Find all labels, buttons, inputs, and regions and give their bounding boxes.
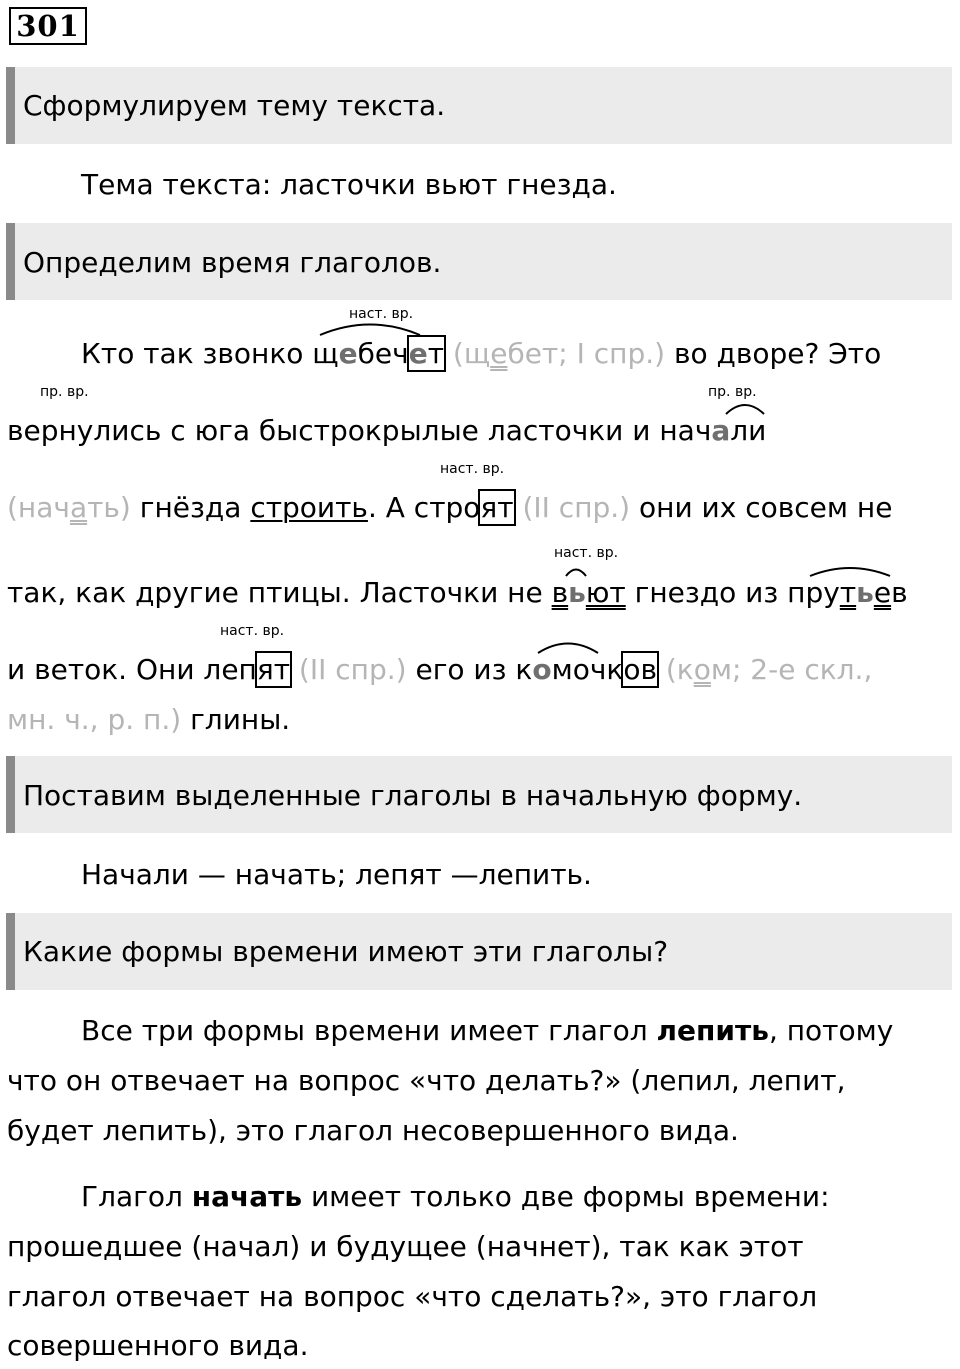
para1-line-2: что он отвечает на вопрос «что делать?» (лепил, лепит, xyxy=(7,1064,846,1097)
vowel-mark: о xyxy=(532,653,552,686)
root-arc-shchebech xyxy=(320,325,420,336)
text-seg: , потому xyxy=(768,1014,894,1047)
label-nast-vr-3: наст. вр. xyxy=(554,545,619,561)
text-line-4 xyxy=(7,576,908,610)
para1-line-3: будет лепить), это глагол несовершенного вида. xyxy=(7,1114,739,1147)
text-line-3 xyxy=(7,491,892,525)
question-1: Сформулируем тему текста. xyxy=(23,89,446,122)
text-seg: они их совсем не xyxy=(630,491,893,524)
underlined-letter: в xyxy=(551,576,569,609)
text-line-5 xyxy=(7,653,872,687)
underlined-letter: е xyxy=(873,576,892,609)
root-arc-kom xyxy=(538,644,598,654)
text-seg: мочк xyxy=(551,653,624,686)
text-seg: . А стро xyxy=(367,491,481,524)
text-seg: Глагол xyxy=(81,1180,192,1213)
text-seg: Кто так звонко щ xyxy=(81,337,339,370)
text-seg: ов xyxy=(623,653,657,686)
ending-box: ят xyxy=(256,653,291,686)
hint-text: (II спр.) xyxy=(513,491,631,524)
hint-text: мн. ч., р. п.) xyxy=(7,703,182,736)
underlined-letter: т xyxy=(839,576,857,609)
text-seg: во дворе? Это xyxy=(665,337,882,370)
text-seg: его из к xyxy=(406,653,533,686)
para2-line-3: глагол отвечает на вопрос «что сделать?», это глагол xyxy=(7,1280,818,1313)
label-nast-vr-2: наст. вр. xyxy=(440,461,505,477)
text-seg: беч xyxy=(357,337,409,370)
text-seg: имеет только две формы времени: xyxy=(302,1180,830,1213)
para1-line-1 xyxy=(81,1014,893,1048)
text-seg: глины. xyxy=(181,703,291,736)
vowel-mark: е xyxy=(408,337,428,370)
ending-box: ят xyxy=(480,491,514,524)
text-line-2 xyxy=(7,414,766,448)
hint-text: бет; I спр.) xyxy=(507,337,666,370)
label-pr-vr-2: пр. вр. xyxy=(708,384,757,400)
ending-box xyxy=(623,653,657,686)
text-seg: вернулись с юга быстрокрылые ласточки и нач xyxy=(7,414,712,447)
soft-sign-mark: ь xyxy=(568,576,586,609)
hint-text: ть) xyxy=(87,491,131,524)
hint-text: (щ xyxy=(444,337,491,370)
hint-text: (нач xyxy=(7,491,70,524)
text-seg: т xyxy=(427,337,445,370)
exercise-number: 301 xyxy=(9,7,87,45)
hint-text: м; 2-е скл., xyxy=(710,653,873,686)
label-nast-vr-1: наст. вр. xyxy=(349,306,414,322)
question-4: Какие формы времени имеют эти глаголы? xyxy=(23,935,669,968)
text-line-1 xyxy=(81,337,881,371)
text-seg: и веток. Они леп xyxy=(7,653,257,686)
answer-1: Тема текста: ласточки вьют гнезда. xyxy=(81,168,617,201)
underlined-verb: строить xyxy=(250,491,368,524)
underlined-letter: ют xyxy=(585,576,626,609)
vowel-mark: е xyxy=(338,337,358,370)
hint-text: (II спр.) xyxy=(290,653,407,686)
soft-sign-mark: ь xyxy=(856,576,874,609)
para2-line-1 xyxy=(81,1180,830,1214)
bold-verb: лепить xyxy=(656,1014,769,1047)
question-3: Поставим выделенные глаголы в начальную форму. xyxy=(23,779,803,812)
label-pr-vr-1: пр. вр. xyxy=(40,384,89,400)
bold-verb: начать xyxy=(191,1180,303,1213)
root-arc-prut xyxy=(810,568,890,576)
text-seg: так, как другие птицы. Ласточки не xyxy=(7,576,552,609)
hint-vowel: а xyxy=(69,491,88,524)
text-seg: в xyxy=(891,576,908,609)
answer-3: Начали — начать; лепят —лепить. xyxy=(81,858,592,891)
question-2: Определим время глаголов. xyxy=(23,246,442,279)
text-line-6 xyxy=(7,703,290,737)
hint-vowel: е xyxy=(490,337,508,370)
text-seg: гнёзда xyxy=(130,491,251,524)
para2-line-4: совершенного вида. xyxy=(7,1329,309,1362)
hint-vowel: о xyxy=(693,653,711,686)
text-seg: гнездо из пру xyxy=(625,576,840,609)
ending-box xyxy=(409,337,444,370)
hint-text: (к xyxy=(656,653,694,686)
label-nast-vr-4: наст. вр. xyxy=(220,623,285,639)
root-arc-nach xyxy=(726,405,764,414)
vowel-mark: а xyxy=(711,414,731,447)
text-seg: Все три формы времени имеет глагол xyxy=(81,1014,657,1047)
text-seg: ли xyxy=(730,414,767,447)
para2-line-2: прошедшее (начал) и будущее (начнет), так как этот xyxy=(7,1230,804,1263)
